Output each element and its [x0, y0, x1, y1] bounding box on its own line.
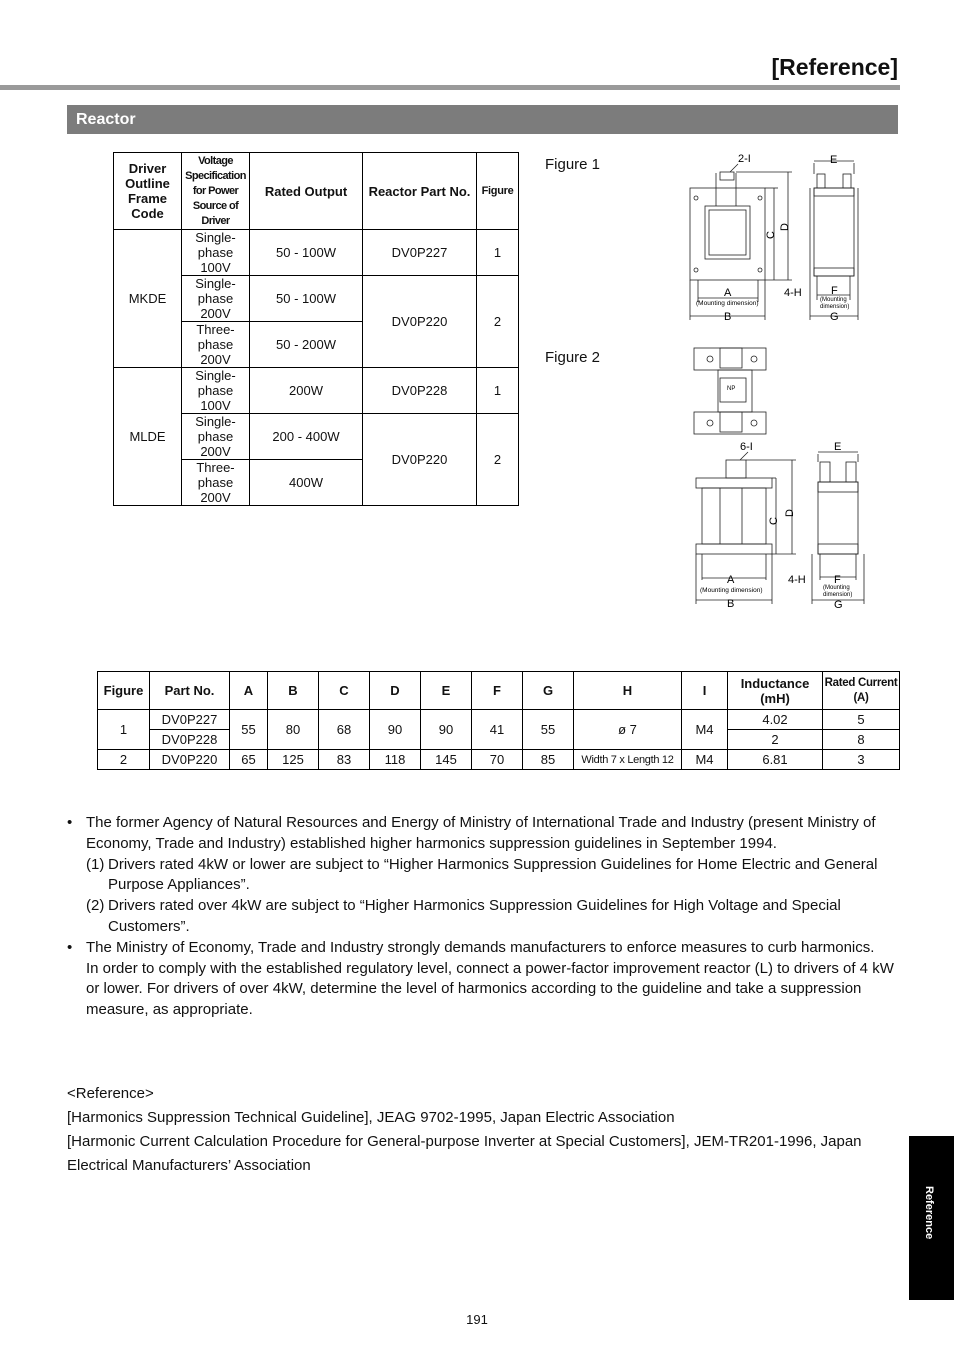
d-cell: 118	[370, 750, 421, 770]
output-cell: 200 - 400W	[250, 414, 363, 460]
label-d-2: D	[784, 509, 796, 517]
col-d: D	[370, 672, 421, 710]
frame-code-cell: MKDE	[114, 230, 182, 368]
reactor-dimension-table	[97, 671, 900, 770]
c-cell: 68	[319, 710, 370, 750]
g-cell: 85	[523, 750, 574, 770]
label-b-2: B	[727, 598, 735, 610]
col-b: B	[268, 672, 319, 710]
page-number: 191	[466, 1312, 488, 1327]
label-4-h-2: 4-H	[788, 574, 806, 586]
label-g-2: G	[834, 599, 843, 611]
bullet-marker: •	[67, 814, 73, 831]
h-cell: Width 7 x Length 12	[574, 750, 682, 770]
col-inductance: Inductance (mH)	[728, 672, 823, 710]
bullet-text: The former Agency of Natural Resources and Energy of Ministry of International Trade and Industry (present Ministry of Economy, Trade and Industry) established higher harmonics suppression guidelines in September 1994.	[86, 814, 876, 852]
side-tab-reference	[909, 1136, 954, 1300]
col-figure: Figure	[477, 153, 519, 230]
label-mounting-5: dimension)	[823, 592, 853, 598]
e-cell: 145	[421, 750, 472, 770]
table-row	[114, 230, 519, 276]
bullet-item	[67, 938, 907, 1021]
label-g: G	[830, 311, 839, 323]
label-a-2: A	[727, 574, 735, 586]
current-cell: 3	[823, 750, 900, 770]
table-row	[98, 750, 900, 770]
e-cell: 90	[421, 710, 472, 750]
figure-cell: 2	[98, 750, 150, 770]
label-e-2: E	[834, 441, 842, 453]
page-header-title: [Reference]	[771, 54, 898, 80]
output-cell: 50 - 200W	[250, 322, 363, 368]
bullet-text: The Ministry of Economy, Trade and Industry strongly demands manufacturers to enforce measures to curb harmonics.	[86, 938, 875, 956]
i-cell: M4	[682, 710, 728, 750]
part-cell: DV0P228	[150, 730, 230, 750]
figure-1-drawing	[680, 148, 870, 328]
col-i: I	[682, 672, 728, 710]
figure-cell: 2	[477, 276, 519, 368]
bullet-continuation: In order to comply with the established regulatory level, connect a power-factor improvement reactor (L) to drivers of 4 kW or lower. For drivers of over 4kW, determine the level of harmonics according to the guideline and take a suppression measure, as appropriate.	[86, 959, 894, 1019]
voltage-cell: Three-phase 200V	[182, 460, 250, 506]
figure-cell: 1	[477, 368, 519, 414]
col-c: C	[319, 672, 370, 710]
current-cell: 8	[823, 730, 900, 750]
references-heading: <Reference>	[67, 1085, 154, 1102]
voltage-cell: Single-phase 100V	[182, 230, 250, 276]
a-cell: 65	[230, 750, 268, 770]
figure-1-label: Figure 1	[545, 156, 601, 173]
part-cell: DV0P227	[363, 230, 477, 276]
inductance-cell: 2	[728, 730, 823, 750]
item-text: Drivers rated 4kW or lower are subject to “Higher Harmonics Suppression Guidelines for Home Electric and General Purpose Appliances”.	[108, 855, 878, 894]
voltage-cell: Single-phase 100V	[182, 368, 250, 414]
label-mounting-4: (Mounting	[823, 585, 850, 591]
item-text: Drivers rated over 4kW are subject to “Higher Harmonics Suppression Guidelines for High Voltage and Special Customers”.	[108, 897, 841, 935]
figure-2-label: Figure 2	[545, 349, 601, 366]
c-cell: 83	[319, 750, 370, 770]
label-e: E	[830, 154, 838, 166]
output-cell: 400W	[250, 460, 363, 506]
label-mounting-1: (Mounting	[820, 297, 847, 303]
numbered-item	[67, 896, 907, 938]
label-f-2: F	[834, 574, 841, 586]
table-row	[114, 368, 519, 414]
voltage-cell: Single-phase 200V	[182, 414, 250, 460]
side-tab-label: Reference	[923, 1186, 935, 1240]
label-mounting-2: dimension)	[820, 304, 850, 310]
label-np: NP	[727, 386, 736, 392]
notes-block	[67, 813, 907, 1021]
col-h: H	[574, 672, 682, 710]
table-row	[98, 710, 900, 730]
col-reactor-part: Reactor Part No.	[363, 153, 477, 230]
figure-cell: 2	[477, 414, 519, 506]
col-part-no: Part No.	[150, 672, 230, 710]
a-cell: 55	[230, 710, 268, 750]
col-f: F	[472, 672, 523, 710]
label-4-h: 4-H	[784, 287, 802, 299]
col-a: A	[230, 672, 268, 710]
figure-2-drawing	[680, 342, 870, 612]
g-cell: 55	[523, 710, 574, 750]
col-rated-output: Rated Output	[250, 153, 363, 230]
col-frame-code: Driver Outline Frame Code	[114, 153, 182, 230]
figure-cell: 1	[477, 230, 519, 276]
figure-cell: 1	[98, 710, 150, 750]
label-c-2: C	[768, 517, 780, 525]
reactor-selection-table	[113, 152, 519, 506]
b-cell: 125	[268, 750, 319, 770]
label-c: C	[765, 231, 777, 239]
b-cell: 80	[268, 710, 319, 750]
col-figure: Figure	[98, 672, 150, 710]
part-cell: DV0P227	[150, 710, 230, 730]
label-6-i: 6-I	[740, 441, 753, 453]
label-b: B	[724, 311, 732, 323]
label-mounting: (Mounting dimension)	[696, 300, 759, 307]
label-d: D	[779, 223, 791, 231]
part-cell: DV0P220	[150, 750, 230, 770]
bullet-item	[67, 813, 907, 855]
col-g: G	[523, 672, 574, 710]
voltage-cell: Single-phase 200V	[182, 276, 250, 322]
current-cell: 5	[823, 710, 900, 730]
reference-item: [Harmonics Suppression Technical Guideline], JEAG 9702-1995, Japan Electric Association	[67, 1109, 675, 1126]
output-cell: 200W	[250, 368, 363, 414]
voltage-cell: Three-phase 200V	[182, 322, 250, 368]
col-e: E	[421, 672, 472, 710]
header-rule	[0, 85, 900, 90]
frame-code-cell: MLDE	[114, 368, 182, 506]
d-cell: 90	[370, 710, 421, 750]
inductance-cell: 4.02	[728, 710, 823, 730]
i-cell: M4	[682, 750, 728, 770]
f-cell: 41	[472, 710, 523, 750]
reference-item: [Harmonic Current Calculation Procedure for General-purpose Inverter at Special Customers], JEM-TR201-1996, Japan Electrical Manufacturers’ Association	[67, 1133, 862, 1174]
col-rated-current: Rated Current (A)	[823, 672, 900, 710]
label-f: F	[831, 285, 838, 297]
h-cell: ø 7	[574, 710, 682, 750]
output-cell: 50 - 100W	[250, 230, 363, 276]
label-mounting-3: (Mounting dimension)	[700, 587, 763, 594]
numbered-item	[67, 855, 907, 897]
label-a: A	[724, 287, 732, 299]
f-cell: 70	[472, 750, 523, 770]
item-number: (1)	[86, 855, 105, 873]
label-2-i: 2-I	[738, 153, 751, 165]
col-voltage-spec: Voltage Specification for Power Source of Driver	[182, 153, 250, 230]
bullet-marker: •	[67, 938, 73, 956]
part-cell: DV0P220	[363, 276, 477, 368]
part-cell: DV0P228	[363, 368, 477, 414]
references-block	[67, 1082, 907, 1178]
output-cell: 50 - 100W	[250, 276, 363, 322]
inductance-cell: 6.81	[728, 750, 823, 770]
item-number: (2)	[86, 897, 105, 915]
section-title: Reactor	[67, 105, 898, 134]
part-cell: DV0P220	[363, 414, 477, 506]
